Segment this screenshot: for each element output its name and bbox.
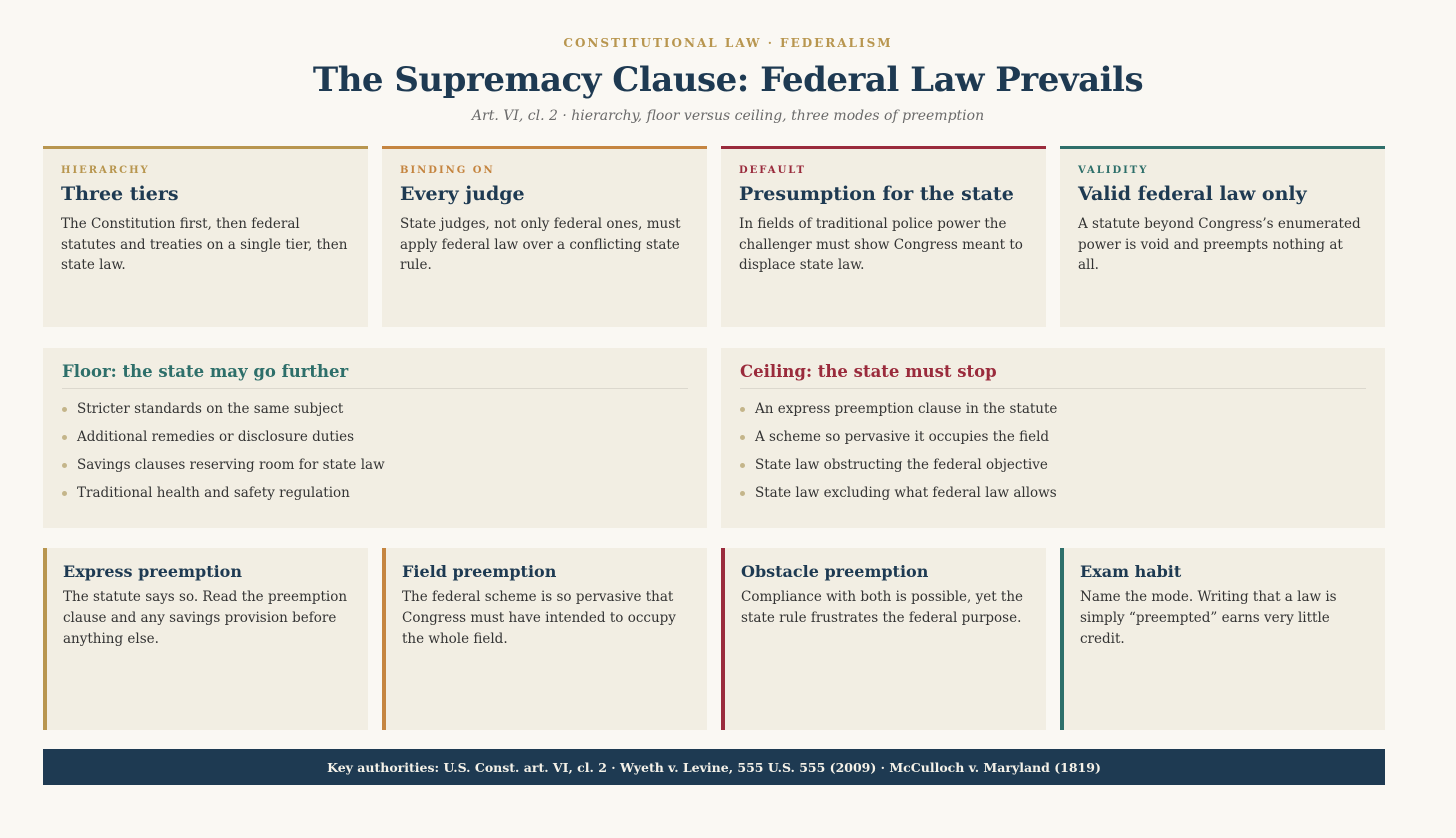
card-heading: Valid federal law only bbox=[1078, 183, 1307, 205]
list-item bbox=[62, 485, 688, 501]
card-default bbox=[721, 146, 1046, 327]
card-hierarchy bbox=[43, 146, 368, 327]
card-heading: Obstacle preemption bbox=[741, 562, 929, 581]
card-heading: Express preemption bbox=[63, 562, 242, 581]
bullet-icon bbox=[62, 491, 67, 496]
list-item bbox=[740, 457, 1366, 473]
floor-panel bbox=[43, 348, 707, 528]
card-body: The statute says so. Read the preemption clause and any savings provision before anything else. bbox=[63, 589, 348, 647]
list-item-text: Traditional health and safety regulation bbox=[77, 485, 350, 501]
footer-bar bbox=[43, 749, 1385, 785]
card-body: The federal scheme is so pervasive that Congress must have intended to occupy the whole field. bbox=[402, 589, 676, 647]
card-exam-habit bbox=[1060, 548, 1385, 730]
card-field-preemption bbox=[382, 548, 707, 730]
card-heading: Three tiers bbox=[61, 183, 179, 205]
card-label: BINDING ON bbox=[400, 165, 495, 176]
page-subtitle: Art. VI, cl. 2 · hierarchy, floor versus ceiling, three modes of preemption bbox=[471, 108, 985, 124]
bullet-icon bbox=[62, 435, 67, 440]
list-item bbox=[62, 429, 688, 445]
card-body: Name the mode. Writing that a law is simply “preempted” earns very little credit. bbox=[1080, 589, 1337, 647]
ceiling-panel bbox=[721, 348, 1385, 528]
list-item-text: An express preemption clause in the statute bbox=[755, 401, 1058, 417]
bullet-icon bbox=[740, 407, 745, 412]
floor-list bbox=[62, 401, 688, 501]
list-item bbox=[740, 401, 1366, 417]
card-binding-on bbox=[382, 146, 707, 327]
card-body: State judges, not only federal ones, must apply federal law over a conflicting state rule. bbox=[400, 216, 681, 273]
list-item bbox=[62, 401, 688, 417]
card-label: VALIDITY bbox=[1078, 165, 1149, 176]
card-express-preemption bbox=[43, 548, 368, 730]
card-heading: Exam habit bbox=[1080, 562, 1182, 581]
card-label: DEFAULT bbox=[739, 165, 806, 176]
card-validity bbox=[1060, 146, 1385, 327]
bullet-icon bbox=[740, 491, 745, 496]
page-kicker: CONSTITUTIONAL LAW · FEDERALISM bbox=[563, 36, 893, 50]
card-heading: Field preemption bbox=[402, 562, 557, 581]
ceiling-list bbox=[740, 401, 1366, 501]
list-item bbox=[62, 457, 688, 473]
page-title: The Supremacy Clause: Federal Law Prevails bbox=[312, 60, 1144, 100]
floor-heading: Floor: the state may go further bbox=[62, 362, 688, 389]
card-body: The Constitution first, then federal statutes and treaties on a single tier, then state law. bbox=[61, 216, 348, 273]
list-item bbox=[740, 485, 1366, 501]
card-body: Compliance with both is possible, yet the state rule frustrates the federal purpose. bbox=[741, 589, 1024, 626]
bullet-icon bbox=[740, 463, 745, 468]
bullet-icon bbox=[62, 463, 67, 468]
list-item-text: Savings clauses reserving room for state law bbox=[77, 457, 385, 473]
card-body: In fields of traditional police power the challenger must show Congress meant to displace state law. bbox=[739, 216, 1023, 273]
card-heading: Every judge bbox=[400, 183, 525, 205]
bullet-icon bbox=[62, 407, 67, 412]
bullet-icon bbox=[740, 435, 745, 440]
card-body: A statute beyond Congress’s enumerated power is void and preempts nothing at all. bbox=[1078, 216, 1361, 273]
footer-text: Key authorities: U.S. Const. art. VI, cl. 2 · Wyeth v. Levine, 555 U.S. 555 (2009) · McCulloch v. Maryland (1819) bbox=[327, 759, 1101, 775]
list-item-text: A scheme so pervasive it occupies the field bbox=[755, 429, 1050, 445]
card-heading: Presumption for the state bbox=[739, 183, 1014, 205]
card-obstacle-preemption bbox=[721, 548, 1046, 730]
ceiling-heading: Ceiling: the state must stop bbox=[740, 362, 1366, 389]
list-item-text: State law obstructing the federal objective bbox=[755, 457, 1048, 473]
list-item-text: Stricter standards on the same subject bbox=[77, 401, 344, 417]
list-item-text: State law excluding what federal law allows bbox=[755, 485, 1057, 501]
card-label: HIERARCHY bbox=[61, 165, 150, 176]
list-item bbox=[740, 429, 1366, 445]
list-item-text: Additional remedies or disclosure duties bbox=[77, 429, 355, 445]
